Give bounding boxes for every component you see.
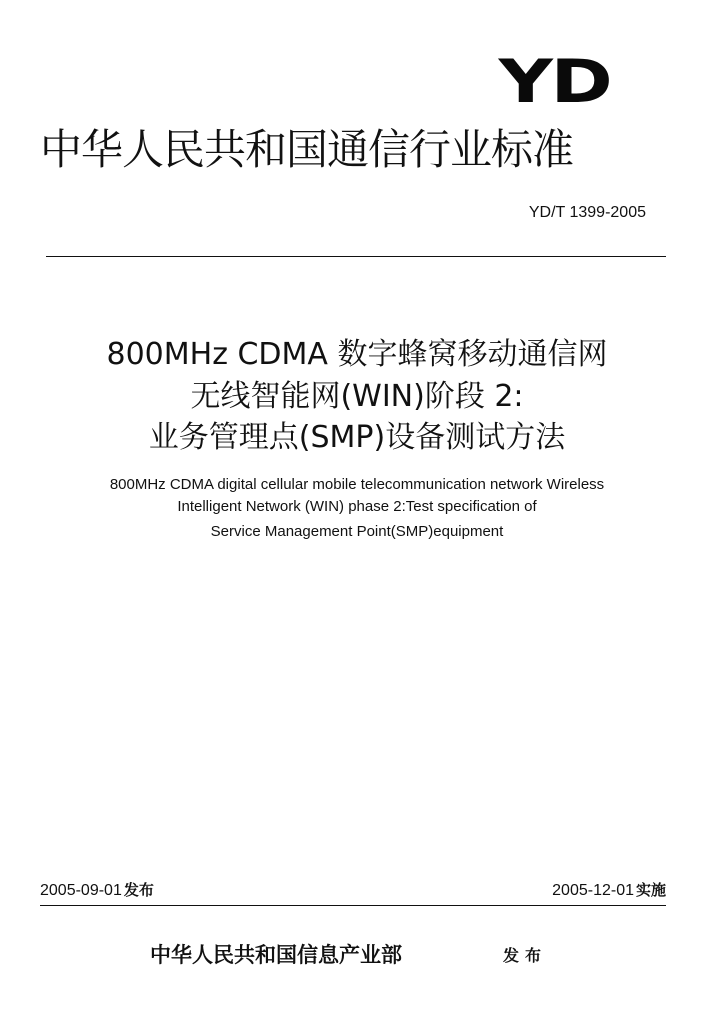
yd-logo: YD <box>498 47 610 117</box>
publish-label: 发布 <box>503 946 548 965</box>
issue-label: 发布 <box>123 881 154 899</box>
title-cn-line-2: 无线智能网(WIN)阶段 2: <box>190 379 524 414</box>
standard-number: YD/T 1399-2005 <box>528 204 646 221</box>
issue-date: 2005-09-01 <box>40 882 122 899</box>
publisher-name: 中华人民共和国信息产业部 <box>150 943 402 967</box>
title-cn-line-1: 800MHz CDMA 数字蜂窝移动通信网 <box>106 337 608 372</box>
effective-date: 2005-12-01 <box>552 882 634 899</box>
effective-date-block <box>552 879 666 902</box>
issue-date-block <box>40 879 154 902</box>
title-en-line-3: Service Management Point(SMP)equipment <box>210 523 504 540</box>
title-en-line-1: 800MHz CDMA digital cellular mobile telecommunication network Wireless <box>109 476 605 493</box>
title-cn-line-3: 业务管理点(SMP)设备测试方法 <box>148 420 566 455</box>
title-en-line-2: Intelligent Network (WIN) phase 2:Test specification of <box>177 498 537 515</box>
header-divider <box>46 256 666 257</box>
effective-label: 实施 <box>635 881 666 899</box>
standard-category-title: 中华人民共和国通信行业标准 <box>40 125 574 174</box>
footer-divider <box>40 905 666 906</box>
